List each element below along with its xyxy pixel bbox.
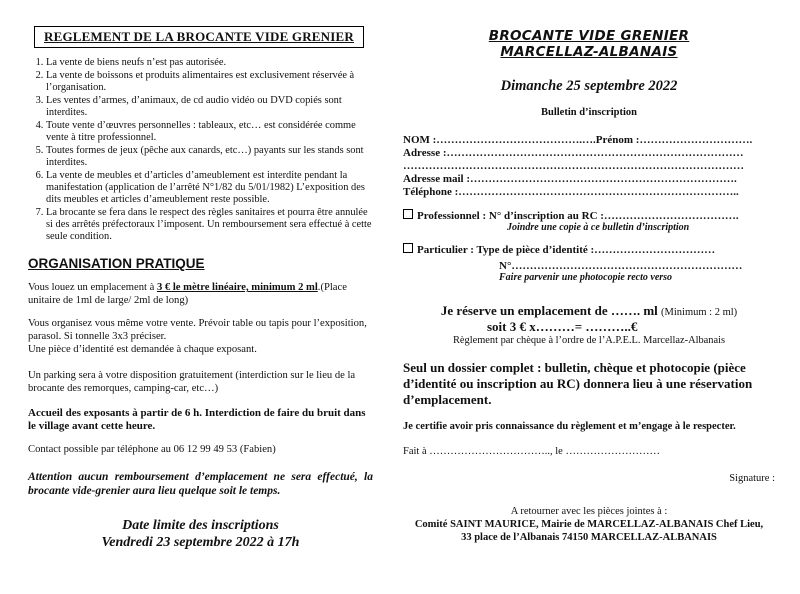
bulletin-title: Bulletin d’inscription (541, 107, 637, 118)
return-line1: Comité SAINT MAURICE, Mairie de MARCELLAZ-ALBANAIS Chef Lieu, (414, 519, 764, 530)
individual-label: Particulier : Type de pièce d’identité :…………………………… (417, 244, 716, 256)
address-field[interactable]: Adresse :……………………………………………………………………… (403, 147, 744, 159)
return-intro: A retourner avec les pièces jointes à : (510, 506, 668, 517)
reservation-minimum: (Minimum : 2 ml) (661, 307, 738, 318)
email-field[interactable]: Adresse mail :………………………………………………………………. (403, 173, 737, 185)
rules-column (28, 26, 373, 551)
professional-checkbox[interactable] (403, 209, 413, 219)
rule-item: 2. La vente de boissons et produits alimentaires est exclusivement réservée à l’organisation. (46, 70, 373, 94)
location-text: Vous louez un emplacement à (28, 282, 157, 293)
id-number-field[interactable]: N°……………………………………………………… (499, 260, 743, 272)
reservation-line (403, 303, 775, 319)
rule-item: 1. La vente de biens neufs n’est pas autorisée. (46, 57, 373, 69)
payment-note: Règlement par chèque à l’ordre de l’A.P.E.L. Marcellaz-Albanais (452, 335, 726, 346)
professional-label: Professionnel : N° d’inscription au RC :………………………………. (417, 210, 739, 222)
own-sale-text: Vous organisez vous même votre vente. Prévoir table ou tapis pour l’exposition, parasol. Si tonnelle 3x3 préciser. (28, 318, 367, 342)
rule-item: 4. Toute vente d’œuvres personnelles : tableaux, etc… est considérée comme vente à titre professionnel. (46, 120, 373, 144)
deadline-date: Vendredi 23 septembre 2022 à 17h (101, 535, 300, 550)
individual-note: Faire parvenir une photocopie recto verso (499, 272, 673, 283)
rule-item: 6. La vente de meubles et d’articles d’ameublement est interdite pendant la manifestation (application de l’arrêté N°1/82 du 5/01/1982) L’exposition des dits meubles et articles d’ameublement reste possible. (46, 170, 373, 206)
rule-item: 5. Toutes formes de jeux (pêche aux canards, etc…) payants sur les stands sont interdites. (46, 145, 373, 169)
address-field-2[interactable]: ………………………………………………………………………………… (403, 160, 744, 172)
event-title-line1: BROCANTE VIDE GRENIER (488, 28, 690, 44)
individual-option[interactable] (403, 243, 775, 256)
rules-list (28, 57, 373, 243)
certify-text: Je certifie avoir pris connaissance du règlement et m’engage à le respecter. (403, 421, 736, 432)
individual-checkbox[interactable] (403, 243, 413, 253)
return-address (403, 505, 775, 544)
identity-fields (403, 134, 775, 199)
parking-text: Un parking sera à votre disposition gratuitement (interdiction sur le lieu de la brocante des remorques, camping-car, etc…) (28, 370, 356, 394)
contact-text: Contact possible par téléphone au 06 12 99 49 53 (Fabien) (28, 444, 276, 455)
complete-file-note: Seul un dossier complet : bulletin, chèque et photocopie (pièce d’identité ou inscription au RC) donnera lieu à une réservation d’emplacement. (403, 360, 753, 407)
event-title (403, 28, 775, 60)
id-required-text: Une pièce d’identité est demandée à chaque exposant. (28, 344, 257, 355)
rule-item: 7. La brocante se fera dans le respect des règles sanitaires et pourra être annulée si des arrêtés préfectoraux l’imposent. Un remboursement sera effectué à cette seule condition. (46, 207, 373, 243)
professional-option[interactable] (403, 209, 775, 222)
location-price-highlight: 3 € le mètre linéaire, minimum 2 ml (156, 282, 318, 293)
event-title-line2: MARCELLAZ-ALBANAIS (500, 44, 678, 60)
registration-form (403, 28, 775, 544)
professional-note: Joindre une copie à ce bulletin d’inscription (507, 222, 690, 233)
phone-field[interactable]: Téléphone :………………………………………………………………….. (403, 186, 739, 198)
location-size: .(Place unitaire de 1ml de large/ 2ml de long) (28, 282, 347, 306)
organisation-title: ORGANISATION PRATIQUE (28, 256, 205, 271)
deadline (28, 517, 373, 551)
welcome-text: Accueil des exposants à partir de 6 h. Interdiction de faire du bruit dans le village avant cette heure. (28, 407, 366, 432)
warning-text: Attention aucun remboursement d’emplacement ne sera effectué, la brocante vide-grenier aura lieu quelque soit le temps. (28, 471, 373, 497)
reservation-text: Je réserve un emplacement de ……. ml (440, 303, 662, 318)
name-field[interactable]: NOM :………………………………….….Prénom :…………………………. (403, 134, 753, 146)
place-date-field[interactable]: Fait à …………………………….., le ……………………… (403, 446, 660, 457)
return-line2: 33 place de l’Albanais 74150 MARCELLAZ-ALBANAIS (461, 532, 717, 543)
rule-item: 3. Les ventes d’armes, d’animaux, de cd audio vidéo ou DVD copiés sont interdites. (46, 95, 373, 119)
deadline-label: Date limite des inscriptions (122, 518, 279, 533)
location-price (28, 281, 373, 307)
event-date: Dimanche 25 septembre 2022 (500, 78, 678, 94)
signature-label: Signature : (729, 473, 775, 484)
rules-title: REGLEMENT DE LA BROCANTE VIDE GRENIER (34, 26, 364, 48)
reservation-calc[interactable]: soit 3 € x………= ………..€ (487, 319, 638, 334)
